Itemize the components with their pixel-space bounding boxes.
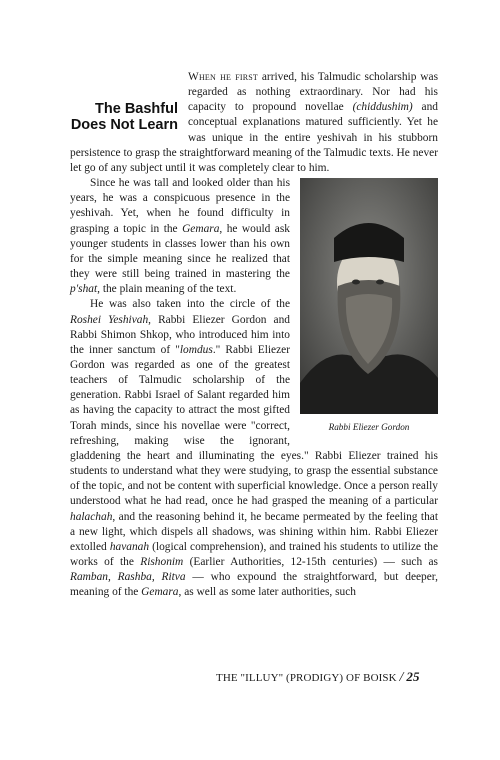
page-footer	[216, 669, 420, 686]
page-number: 25	[406, 669, 420, 684]
section-heading-line1: The Bashful	[95, 101, 178, 117]
paragraph-2: Since he was tall and looked older than his years, he was a conspicuous presence in the yeshivah. Yet, when he found difficulty in grasping a topic in the Gemara, he would ask younger students in classes lower than his own for the simple meaning since he realized that they were still being trained in mastering the p'shat, the plain meaning of the text.	[70, 177, 290, 296]
paragraph-3: He was also taken into the circle of the Roshei Yeshivah, Rabbi Eliezer Gordon and Rabbi Shimon Shkop, who introduced him into the inner sanctum of "lomdus." Rabbi Eliezer Gordon was regarded as one of the greatest teachers of Talmudic scholarship of the generation. Rabbi Israel of Salant regarded him as having the capacity to attract the most gifted Torah minds, since his novellae were "correct, refreshing, making wise the ignorant, gladdening the heart and illuminating the eyes." Rabbi Eliezer trained his students to understand what they were studying, to grasp the essential substance of the topic, and not be content with superficial knowledge. Once a person really understood what he had read, once he had grasped the meaning of a particular halachah, and the reasoning behind it, he became permeated by the feeling that a new light, which dispels all shadows, was shining within him. Rabbi Eliezer extolled havanah (logical comprehension), and trained his students to utilize the works of the Rishonim (Earlier Authorities, 12-15th centuries) — such as Ramban, Rashba, Ritva — who expound the straightforward, but deeper, meaning of the Gemara, as well as some later authorities, such	[70, 298, 438, 599]
footer-separator: /	[399, 670, 404, 685]
photo-caption: Rabbi Eliezer Gordon	[328, 422, 410, 433]
lead-in: When he first	[188, 71, 258, 83]
photo-figure	[300, 178, 438, 435]
paragraph-1: When he first arrived, his Talmudic scholarship was regarded as nothing extraordinary. Nor had his capacity to propound novellae (chiddushim) and conceptual explanations matured sufficiently. Yet he was unique in the entire yeshivah in his stubborn persistence to grasp the straightforward meaning of the Talmudic texts. He never let go of any subject until it was completely clear to him.	[70, 71, 439, 174]
section-heading-line2: Does Not Learn	[70, 117, 178, 133]
portrait-photo	[300, 178, 438, 414]
running-title: THE "ILLUY" (PRODIGY) OF BOISK	[216, 672, 397, 684]
section-heading	[70, 101, 178, 133]
page-body	[70, 70, 438, 600]
